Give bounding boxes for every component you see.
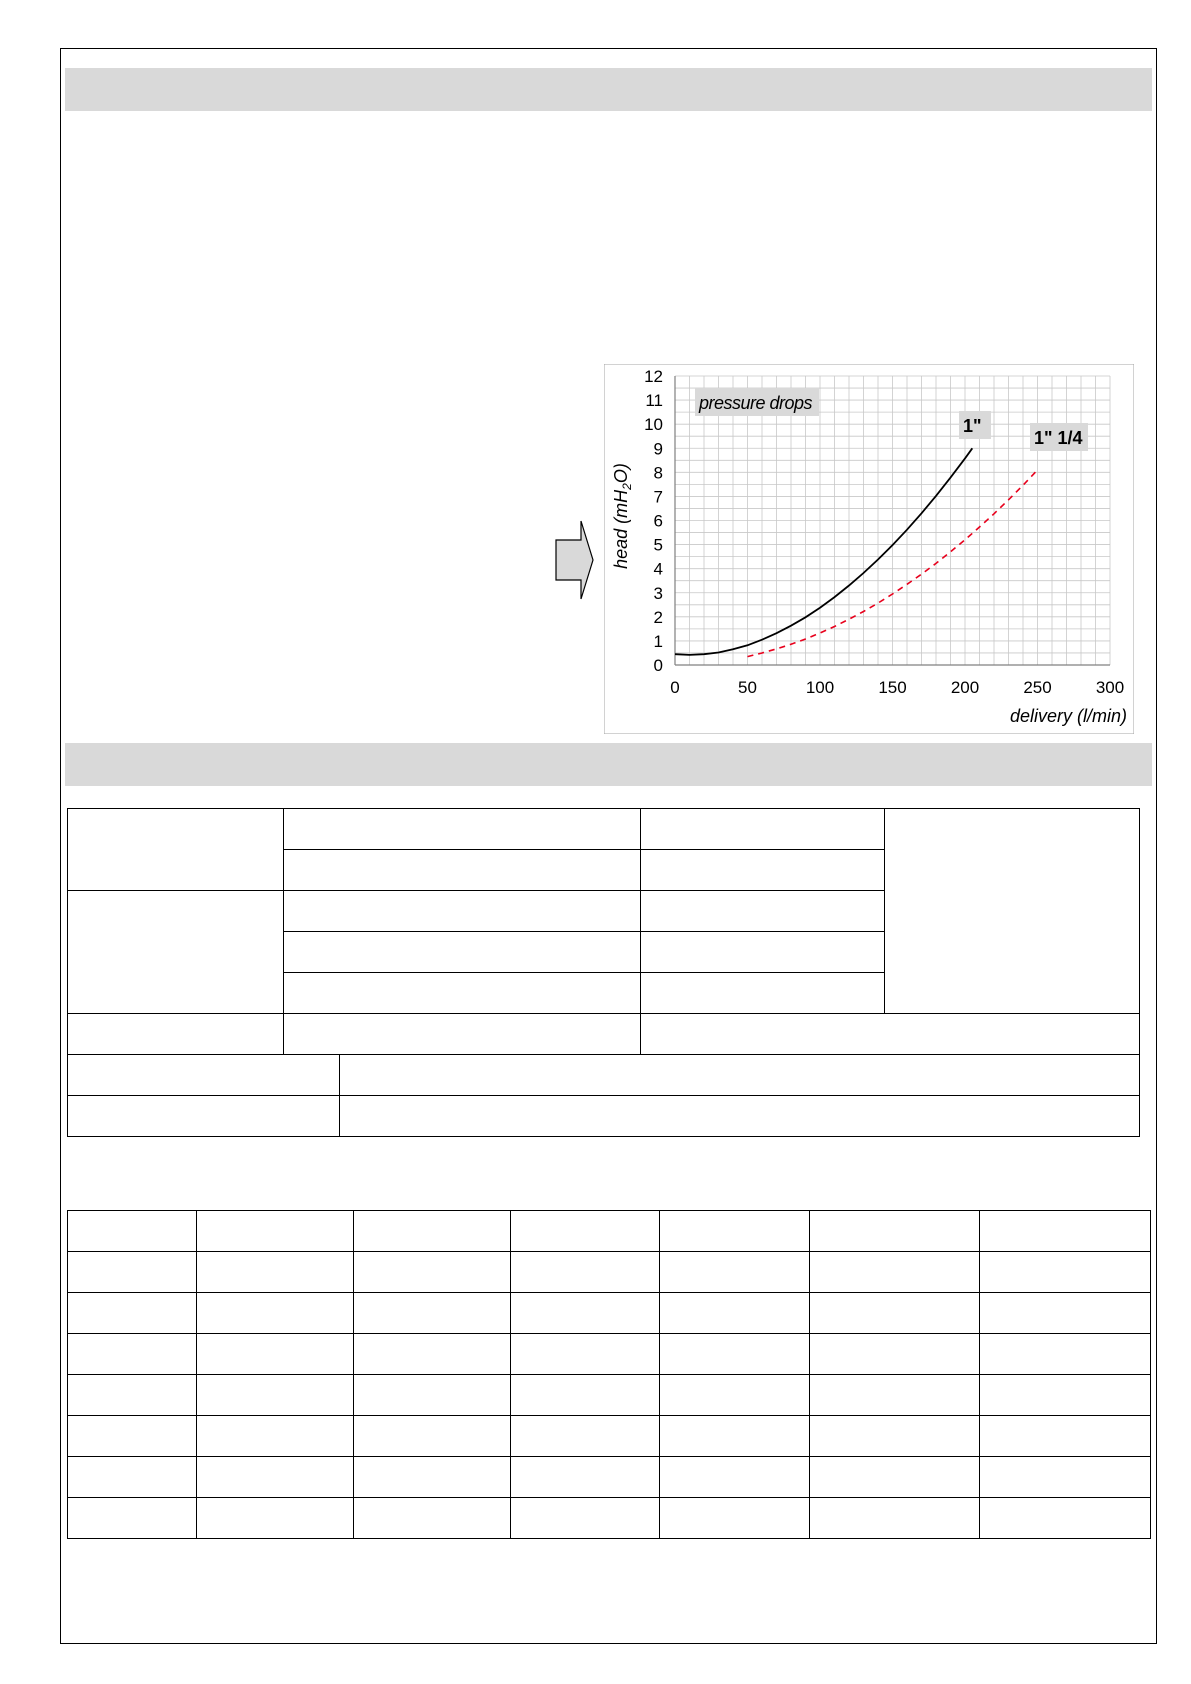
spec-cell [68, 1014, 284, 1055]
section-header-band-2 [65, 743, 1152, 786]
table-cell [980, 1334, 1151, 1375]
y-tick-label: 0 [653, 656, 663, 675]
table-cell [810, 1457, 980, 1498]
table-cell [510, 1457, 660, 1498]
y-tick-label: 9 [653, 439, 663, 459]
table-cell [196, 1498, 353, 1539]
y-tick-label: 6 [653, 511, 663, 531]
table-cell [980, 1293, 1151, 1334]
spec-cell [641, 932, 885, 973]
table-cell [68, 1334, 197, 1375]
y-tick-label: 8 [653, 463, 663, 483]
legend-label-1in-1-4: 1" 1/4 [1034, 428, 1083, 448]
table-cell [353, 1375, 510, 1416]
info-cell [68, 1055, 340, 1096]
y-tick-label: 5 [653, 535, 663, 555]
x-tick-label: 250 [1023, 678, 1052, 697]
spec-cell [641, 850, 885, 891]
table-cell [196, 1293, 353, 1334]
spec-cell [68, 809, 284, 891]
table-row [68, 1416, 1151, 1457]
y-tick-label: 10 [644, 415, 663, 435]
spec-cell [283, 891, 641, 932]
table-cell [980, 1211, 1151, 1252]
spec-cell [68, 891, 284, 1014]
chart-border [604, 364, 1134, 734]
table-cell [68, 1498, 197, 1539]
table-cell [353, 1457, 510, 1498]
table-cell [510, 1498, 660, 1539]
table-cell [810, 1416, 980, 1457]
table-cell [980, 1416, 1151, 1457]
table-cell [810, 1334, 980, 1375]
table-cell [510, 1416, 660, 1457]
table-cell [660, 1211, 810, 1252]
table-cell [196, 1211, 353, 1252]
table-cell [510, 1375, 660, 1416]
table-cell [660, 1375, 810, 1416]
data-table [67, 1210, 1151, 1539]
table-cell [353, 1416, 510, 1457]
y-axis-label: head $(mH_2O)$ [611, 463, 634, 569]
table-cell [353, 1293, 510, 1334]
table-cell [68, 1293, 197, 1334]
table-cell [510, 1334, 660, 1375]
x-tick-label: 100 [805, 678, 835, 697]
info-cell [339, 1055, 1139, 1096]
table-cell [196, 1416, 353, 1457]
table-cell [353, 1334, 510, 1375]
y-tick-label: 1 [653, 631, 663, 651]
table-cell [980, 1457, 1151, 1498]
legend-label-1in: 1" [963, 416, 982, 436]
table-cell [510, 1293, 660, 1334]
table-cell [810, 1375, 980, 1416]
spec-cell [283, 932, 641, 973]
table-cell [353, 1498, 510, 1539]
y-tick-label: 7 [653, 487, 663, 507]
table-row [68, 1375, 1151, 1416]
pointer-arrow-icon [555, 520, 595, 600]
table-cell [810, 1252, 980, 1293]
table-cell [353, 1252, 510, 1293]
table-cell [980, 1252, 1151, 1293]
info-cell [68, 1096, 340, 1137]
table-cell [68, 1211, 197, 1252]
x-tick-label: 300 [1095, 678, 1125, 697]
spec-cell [641, 1014, 1140, 1055]
table-cell [196, 1375, 353, 1416]
spec-cell [641, 809, 885, 850]
y-tick-label: 4 [653, 559, 663, 579]
table-cell [196, 1252, 353, 1293]
spec-table [67, 808, 1140, 1055]
table-cell [660, 1334, 810, 1375]
chart-title: pressure drops [699, 393, 813, 413]
table-row [68, 1293, 1151, 1334]
spec-cell [283, 809, 641, 850]
table-cell [660, 1293, 810, 1334]
x-axis-label: delivery (l/min) [1009, 706, 1127, 726]
table-row [68, 1498, 1151, 1539]
table-cell [980, 1375, 1151, 1416]
section-header-band [65, 68, 1152, 111]
table-cell [196, 1457, 353, 1498]
table-cell [68, 1252, 197, 1293]
table-cell [660, 1498, 810, 1539]
spec-cell [283, 1014, 641, 1055]
y-tick-label: 11 [645, 391, 663, 411]
table-cell [980, 1498, 1151, 1539]
table-cell [68, 1416, 197, 1457]
x-tick-label: 0 [670, 678, 680, 697]
table-cell [660, 1252, 810, 1293]
x-tick-label: 150 [878, 678, 907, 697]
table-cell [660, 1457, 810, 1498]
table-row [68, 1252, 1151, 1293]
table-row [68, 1457, 1151, 1498]
table-cell [660, 1416, 810, 1457]
table-cell [510, 1252, 660, 1293]
table-cell [510, 1211, 660, 1252]
spec-cell [283, 850, 641, 891]
table-row [68, 1211, 1151, 1252]
table-row [68, 1334, 1151, 1375]
spec-cell [283, 973, 641, 1014]
table-cell [810, 1498, 980, 1539]
y-tick-label: 3 [653, 583, 663, 603]
spec-cell [641, 973, 885, 1014]
x-tick-label: 200 [950, 678, 980, 697]
table-cell [68, 1375, 197, 1416]
y-tick-label: 2 [653, 607, 663, 627]
info-table [67, 1054, 1140, 1137]
x-tick-label: 50 [738, 678, 757, 697]
table-cell [353, 1211, 510, 1252]
y-tick-label: 12 [644, 367, 663, 386]
spec-cell [885, 809, 1140, 1014]
table-cell [810, 1211, 980, 1252]
table-cell [68, 1457, 197, 1498]
table-cell [196, 1334, 353, 1375]
spec-cell [641, 891, 885, 932]
table-cell [810, 1293, 980, 1334]
pressure-drop-chart [604, 364, 1134, 734]
info-cell [339, 1096, 1139, 1137]
